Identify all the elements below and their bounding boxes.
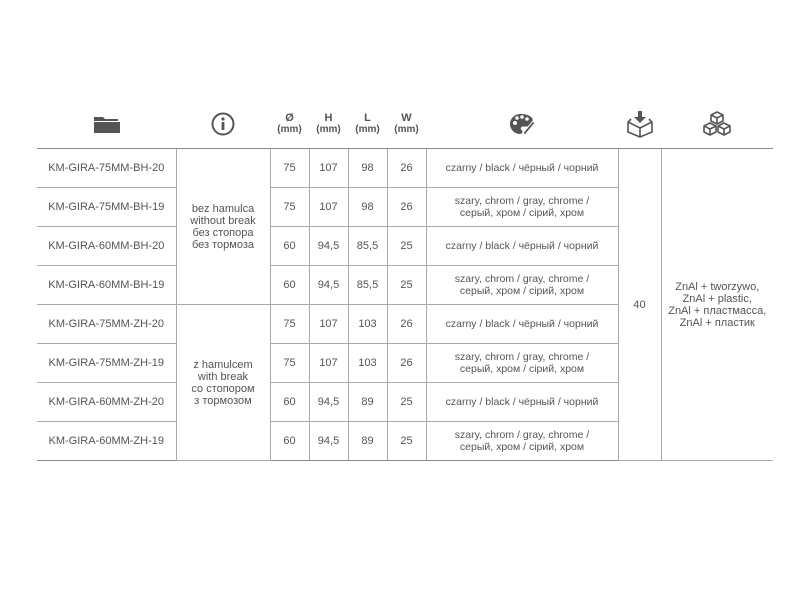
length-value: 89 [348, 383, 387, 422]
header-diameter-unit: (mm) [277, 124, 302, 135]
length-value: 98 [348, 149, 387, 188]
brake-label: without break [190, 214, 256, 227]
info-icon [176, 112, 270, 136]
color-line: szary, chrom / gray, chrome / [454, 273, 590, 285]
material-line: ZnAl + tworzywo, [675, 280, 760, 293]
header-width-symbol: W [401, 112, 412, 124]
color-value [426, 188, 618, 227]
color-line: серый, хром / сірий, хром [459, 285, 585, 297]
brake-label: with break [197, 370, 249, 383]
width-value: 26 [387, 149, 426, 188]
width-value: 25 [387, 422, 426, 461]
product-code: KM-GIRA-75MM-ZH-19 [37, 344, 176, 383]
brake-label: bez hamulca [191, 202, 255, 215]
height-value: 94,5 [309, 422, 348, 461]
color-line: szary, chrom / gray, chrome / [454, 351, 590, 363]
color-line: серый, хром / сірий, хром [459, 441, 585, 453]
box-download-icon [618, 110, 661, 138]
product-code: KM-GIRA-60MM-BH-19 [37, 266, 176, 305]
palette-icon [426, 112, 618, 136]
header-height [309, 100, 348, 149]
product-code: KM-GIRA-75MM-BH-20 [37, 149, 176, 188]
color-value [426, 422, 618, 461]
material-line: ZnAl + plastic, [682, 292, 752, 305]
length-value: 103 [348, 305, 387, 344]
color-line: czarny / black / чёрный / чорний [445, 162, 599, 174]
header-length [348, 100, 387, 149]
header-diameter [270, 100, 309, 149]
cubes-icon [661, 111, 773, 137]
header-code [37, 100, 176, 149]
length-value: 89 [348, 422, 387, 461]
diameter-value: 75 [270, 344, 309, 383]
table-row [37, 149, 773, 188]
width-value: 26 [387, 344, 426, 383]
header-width-unit: (mm) [394, 124, 419, 135]
color-line: czarny / black / чёрный / чорний [445, 318, 599, 330]
brake-label: з тормозом [194, 394, 252, 407]
color-value [426, 305, 618, 344]
height-value: 107 [309, 188, 348, 227]
color-value [426, 227, 618, 266]
header-length-symbol: L [364, 112, 371, 124]
header-brake [176, 100, 270, 149]
product-code: KM-GIRA-60MM-ZH-20 [37, 383, 176, 422]
header-diameter-symbol: Ø [285, 112, 294, 124]
color-line: серый, хром / сірий, хром [459, 363, 585, 375]
product-code: KM-GIRA-60MM-ZH-19 [37, 422, 176, 461]
diameter-value: 60 [270, 266, 309, 305]
color-value [426, 266, 618, 305]
header-width [387, 100, 426, 149]
material-cell [661, 149, 773, 461]
color-value [426, 149, 618, 188]
folder-icon [37, 114, 176, 134]
height-value: 94,5 [309, 266, 348, 305]
length-value: 103 [348, 344, 387, 383]
product-table [37, 100, 773, 461]
brake-label: без стопора [192, 226, 254, 239]
width-value: 26 [387, 188, 426, 227]
color-line: szary, chrom / gray, chrome / [454, 429, 590, 441]
header-height-unit: (mm) [316, 124, 341, 135]
color-line: czarny / black / чёрный / чорний [445, 396, 599, 408]
height-value: 107 [309, 305, 348, 344]
width-value: 25 [387, 383, 426, 422]
diameter-value: 60 [270, 422, 309, 461]
brake-group-cell [176, 305, 270, 461]
diameter-value: 75 [270, 305, 309, 344]
material-line: ZnAl + пластик [679, 316, 755, 329]
width-value: 25 [387, 227, 426, 266]
brake-group-cell [176, 149, 270, 305]
diameter-value: 60 [270, 227, 309, 266]
material-line: ZnAl + пластмасса, [668, 304, 767, 317]
height-value: 94,5 [309, 227, 348, 266]
width-value: 25 [387, 266, 426, 305]
color-value [426, 344, 618, 383]
height-value: 107 [309, 149, 348, 188]
length-value: 98 [348, 188, 387, 227]
diameter-value: 75 [270, 188, 309, 227]
header-quantity [618, 100, 661, 149]
height-value: 94,5 [309, 383, 348, 422]
product-code: KM-GIRA-75MM-ZH-20 [37, 305, 176, 344]
length-value: 85,5 [348, 266, 387, 305]
length-value: 85,5 [348, 227, 387, 266]
color-line: czarny / black / чёрный / чорний [445, 240, 599, 252]
brake-label: без тормоза [191, 238, 255, 251]
header-row [37, 100, 773, 149]
color-line: szary, chrom / gray, chrome / [454, 195, 590, 207]
diameter-value: 60 [270, 383, 309, 422]
color-value [426, 383, 618, 422]
header-color [426, 100, 618, 149]
brake-label: z hamulcem [193, 358, 253, 371]
header-height-symbol: H [324, 112, 333, 124]
height-value: 107 [309, 344, 348, 383]
diameter-value: 75 [270, 149, 309, 188]
product-code: KM-GIRA-75MM-BH-19 [37, 188, 176, 227]
color-line: серый, хром / сірий, хром [459, 207, 585, 219]
quantity-value: 40 [618, 149, 661, 461]
header-length-unit: (mm) [355, 124, 380, 135]
product-code: KM-GIRA-60MM-BH-20 [37, 227, 176, 266]
header-material [661, 100, 773, 149]
width-value: 26 [387, 305, 426, 344]
brake-label: со стопором [191, 382, 255, 395]
